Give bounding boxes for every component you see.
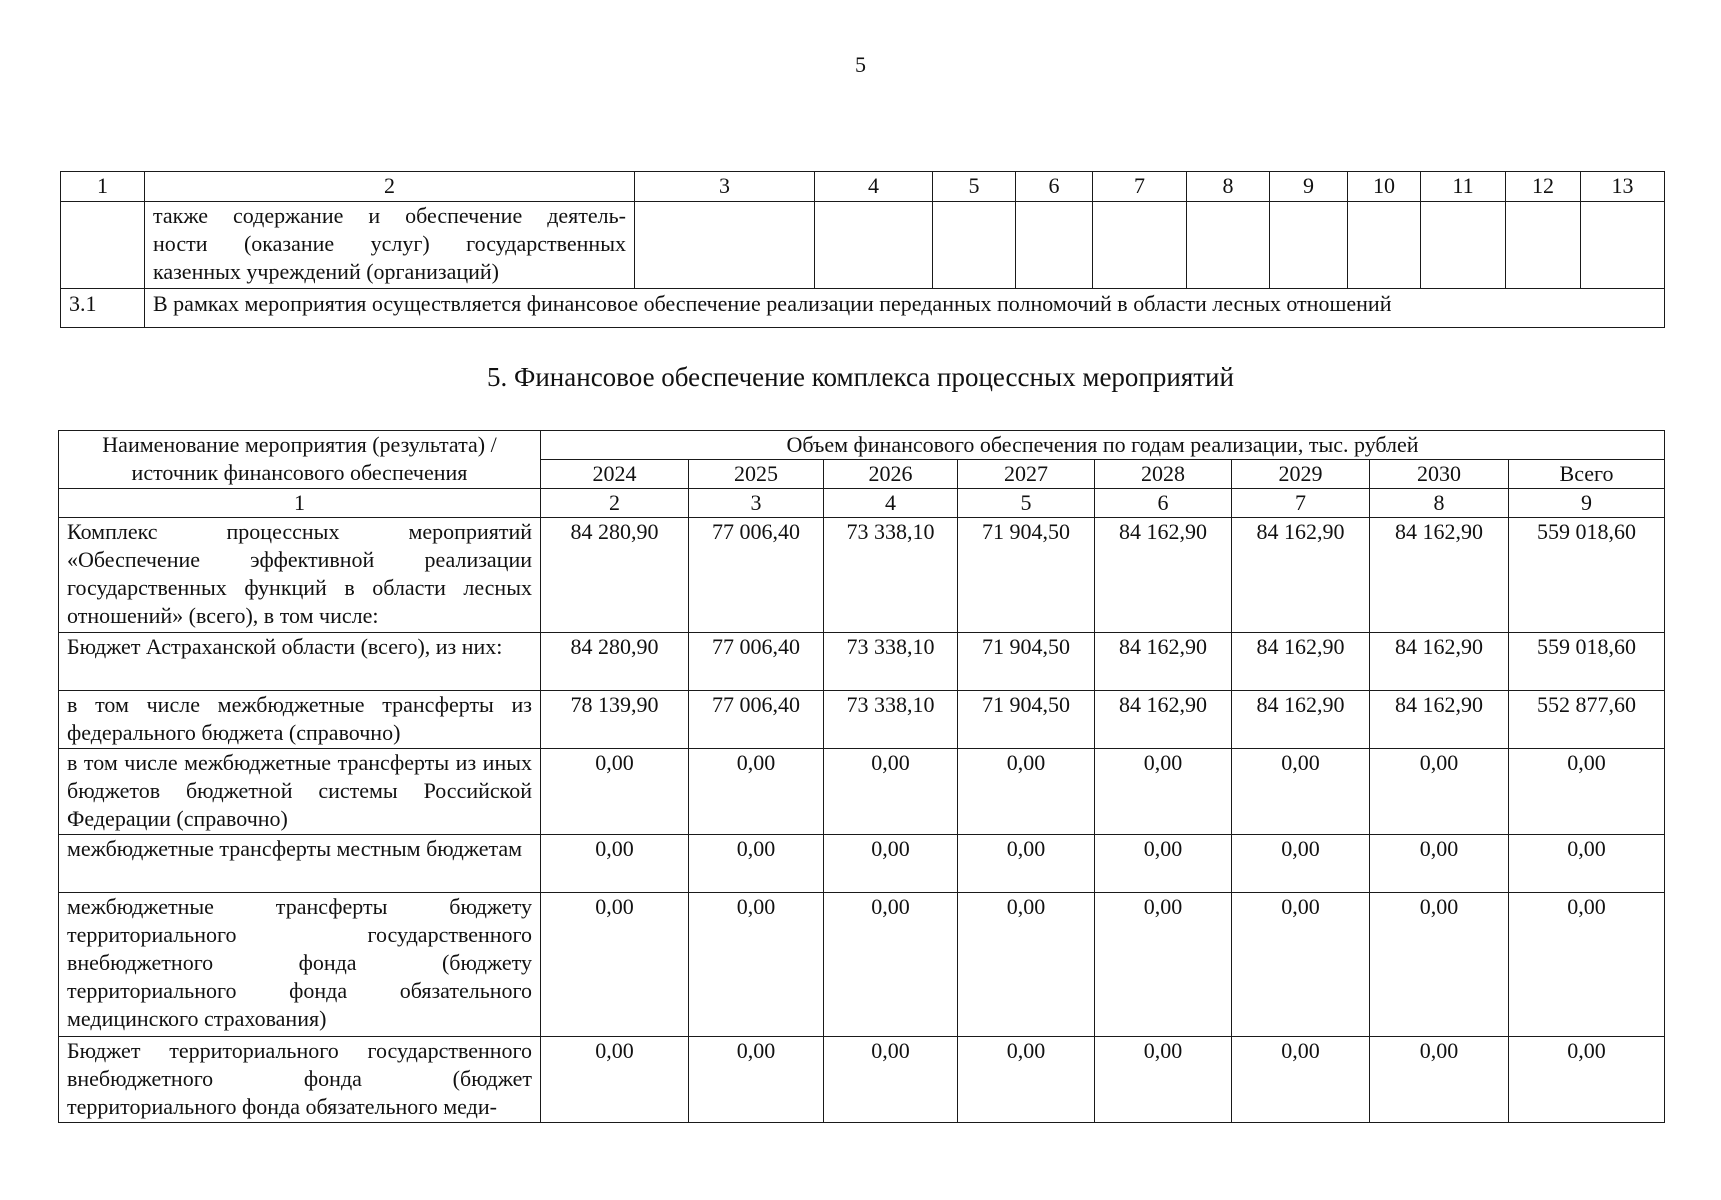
- value-cell: 559 018,60: [1509, 633, 1665, 691]
- value-cell: 0,00: [1509, 893, 1665, 1037]
- row-name-cell: Бюджет Астраханской области (всего), из них:: [59, 633, 541, 691]
- row-name-cell: в том числе межбюджетные трансферты из федерального бюджета (справочно): [59, 691, 541, 749]
- table1-header-cell: 6: [1016, 172, 1093, 202]
- column-number-cell: 4: [824, 489, 958, 518]
- table-row: [59, 518, 1665, 633]
- value-cell: 78 139,90: [541, 691, 689, 749]
- table1-continued-row: [61, 202, 1665, 289]
- value-cell: 0,00: [1509, 749, 1665, 835]
- value-cell: 0,00: [541, 1037, 689, 1123]
- value-cell: 0,00: [689, 835, 824, 893]
- column-number-cell: 3: [689, 489, 824, 518]
- row-name-cell: в том числе межбюджетные трансферты из иных бюджетов бюджетной системы Российской Федерации (справочно): [59, 749, 541, 835]
- year-header-cell: 2024: [541, 460, 689, 489]
- financing-header-row: [59, 431, 1665, 460]
- value-cell: 552 877,60: [1509, 691, 1665, 749]
- value-cell: 71 904,50: [958, 691, 1095, 749]
- column-number-cell: 9: [1509, 489, 1665, 518]
- value-cell: 84 162,90: [1232, 518, 1370, 633]
- value-cell: 0,00: [1232, 835, 1370, 893]
- continued-text: [145, 202, 635, 289]
- table1-header-cell: 1: [61, 172, 145, 202]
- table1-note-row: [61, 289, 1665, 328]
- value-cell: 84 162,90: [1232, 633, 1370, 691]
- value-cell: 0,00: [958, 749, 1095, 835]
- value-cell: 84 162,90: [1095, 518, 1232, 633]
- value-cell: 77 006,40: [689, 691, 824, 749]
- value-cell: 0,00: [1095, 749, 1232, 835]
- value-cell: 0,00: [958, 1037, 1095, 1123]
- column-number-row: [59, 489, 1665, 518]
- year-header-cell: 2029: [1232, 460, 1370, 489]
- table1-header-cell: 11: [1421, 172, 1506, 202]
- value-cell: 0,00: [1370, 835, 1509, 893]
- table1-header-cell: 8: [1187, 172, 1270, 202]
- table1-header-row: [61, 172, 1665, 202]
- year-header-cell: Всего: [1509, 460, 1665, 489]
- note-text: В рамках мероприятия осуществляется финансовое обеспечение реализации переданных полномочий в области лесных отношений: [145, 289, 1665, 328]
- note-number: 3.1: [61, 289, 145, 328]
- value-cell: 0,00: [1232, 1037, 1370, 1123]
- table1-header-cell: 4: [815, 172, 933, 202]
- column-number-cell: 8: [1370, 489, 1509, 518]
- value-cell: 71 904,50: [958, 633, 1095, 691]
- value-cell: 0,00: [1509, 1037, 1665, 1123]
- value-cell: 0,00: [541, 835, 689, 893]
- value-cell: 0,00: [1232, 893, 1370, 1037]
- table-row: [59, 633, 1665, 691]
- value-cell: 0,00: [1232, 749, 1370, 835]
- value-cell: 0,00: [824, 835, 958, 893]
- value-cell: 0,00: [958, 893, 1095, 1037]
- value-cell: 0,00: [689, 749, 824, 835]
- value-cell: 0,00: [824, 749, 958, 835]
- value-cell: 0,00: [958, 835, 1095, 893]
- table1-header-cell: 9: [1270, 172, 1348, 202]
- value-cell: 84 162,90: [1095, 691, 1232, 749]
- value-cell: 0,00: [1370, 893, 1509, 1037]
- table1-header-cell: 5: [933, 172, 1016, 202]
- column-number-cell: 1: [59, 489, 541, 518]
- table-row: [59, 749, 1665, 835]
- table1-header-cell: 12: [1506, 172, 1581, 202]
- value-cell: 0,00: [689, 893, 824, 1037]
- continued-text-line: ности (оказание услуг) государственных: [153, 231, 626, 256]
- row-name-cell: Комплекс процессных мероприятий «Обеспечение эффективной реализации государственных функций в области лесных отношений» (всего), в том числе:: [59, 518, 541, 633]
- value-cell: 84 162,90: [1232, 691, 1370, 749]
- year-header-cell: 2030: [1370, 460, 1509, 489]
- value-cell: 73 338,10: [824, 633, 958, 691]
- value-cell: 0,00: [1370, 749, 1509, 835]
- table-row: [59, 691, 1665, 749]
- value-cell: 73 338,10: [824, 518, 958, 633]
- continuation-table: [60, 171, 1665, 328]
- row-name-cell: межбюджетные трансферты местным бюджетам: [59, 835, 541, 893]
- value-cell: 0,00: [1370, 1037, 1509, 1123]
- value-cell: 0,00: [1095, 835, 1232, 893]
- row-name-cell: межбюджетные трансферты бюджету территориального государственного внебюджетного фонда (бюджету территориального фонда обязательного медицинского страхования): [59, 893, 541, 1037]
- year-header-cell: 2026: [824, 460, 958, 489]
- value-cell: 0,00: [824, 893, 958, 1037]
- table1-header-cell: 2: [145, 172, 635, 202]
- year-header-cell: 2028: [1095, 460, 1232, 489]
- value-cell: 0,00: [824, 1037, 958, 1123]
- table-row: [59, 1037, 1665, 1123]
- column-number-cell: 6: [1095, 489, 1232, 518]
- table1-header-cell: 3: [635, 172, 815, 202]
- value-cell: 84 162,90: [1095, 633, 1232, 691]
- value-cell: 84 280,90: [541, 633, 689, 691]
- table-row: [59, 835, 1665, 893]
- financing-rows: [59, 518, 1665, 1123]
- table-row: [59, 893, 1665, 1037]
- value-cell: 77 006,40: [689, 518, 824, 633]
- value-cell: 0,00: [1095, 893, 1232, 1037]
- table1-header-cell: 10: [1348, 172, 1421, 202]
- value-cell: 84 162,90: [1370, 691, 1509, 749]
- table1-header-cell: 7: [1093, 172, 1187, 202]
- value-cell: 0,00: [689, 1037, 824, 1123]
- value-cell: 71 904,50: [958, 518, 1095, 633]
- value-cell: 0,00: [1095, 1037, 1232, 1123]
- financing-table: [58, 430, 1665, 1123]
- value-cell: 84 280,90: [541, 518, 689, 633]
- continued-text-line: также содержание и обеспечение деятель-: [153, 203, 626, 228]
- header-volume-cell: Объем финансового обеспечения по годам реализации, тыс. рублей: [541, 431, 1665, 460]
- table1-header-cell: 13: [1581, 172, 1665, 202]
- page-number: 5: [855, 52, 866, 77]
- row-name-cell: Бюджет территориального государственного внебюджетного фонда (бюджет территориального фонда обязательного меди-: [59, 1037, 541, 1123]
- value-cell: 73 338,10: [824, 691, 958, 749]
- value-cell: 0,00: [1509, 835, 1665, 893]
- column-number-cell: 5: [958, 489, 1095, 518]
- value-cell: 77 006,40: [689, 633, 824, 691]
- year-header-cell: 2027: [958, 460, 1095, 489]
- value-cell: 559 018,60: [1509, 518, 1665, 633]
- column-number-cell: 7: [1232, 489, 1370, 518]
- section-title: 5. Финансовое обеспечение комплекса процессных мероприятий: [487, 362, 1234, 392]
- continued-text-line: казенных учреждений (организаций): [153, 259, 499, 284]
- header-name-cell: Наименование мероприятия (результата) / источник финансового обеспечения: [59, 431, 541, 489]
- year-header-cell: 2025: [689, 460, 824, 489]
- value-cell: 0,00: [541, 749, 689, 835]
- value-cell: 0,00: [541, 893, 689, 1037]
- value-cell: 84 162,90: [1370, 518, 1509, 633]
- value-cell: 84 162,90: [1370, 633, 1509, 691]
- column-number-cell: 2: [541, 489, 689, 518]
